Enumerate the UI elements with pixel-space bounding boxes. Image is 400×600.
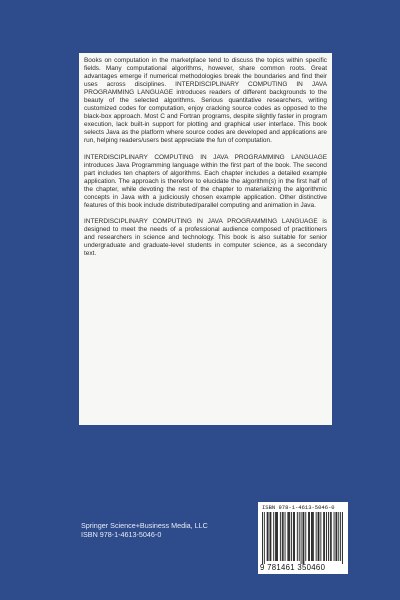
blurb-paragraph-2: INTERDISCIPLINARY COMPUTING IN JAVA PROGRAMMING LANGUAGE introduces Java Programming language within the first part of the book. The second part includes ten chapters of algorithms. Each chapter includes a detailed example application. The approach is therefore to elucidate the algorithm(s) in the first half of the chapter, while devoting the rest of the chapter to materializing the algorithmic concepts in Java with a judiciously chosen example application. Other distinctive features of this book include distributed/parallel computing and animation in Java. (84, 153, 327, 209)
barcode-bar (287, 512, 288, 561)
barcode-bar (283, 512, 284, 561)
barcode-bar (282, 512, 283, 561)
barcode-bar (316, 512, 317, 561)
barcode-bar (262, 512, 263, 564)
barcode-bar (318, 512, 319, 561)
barcode-bar (323, 512, 324, 561)
barcode-bar (305, 512, 306, 561)
barcode-bar (289, 512, 290, 561)
barcode-bar (277, 512, 278, 561)
barcode-bar (270, 512, 271, 561)
barcode-bar (288, 512, 289, 561)
publisher-info (81, 521, 208, 539)
barcode-bar (328, 512, 329, 561)
barcode-bar (320, 512, 321, 561)
barcode-bar (342, 512, 343, 564)
barcode-bar (312, 512, 313, 561)
barcode-bar (273, 512, 274, 561)
barcode-bar (264, 512, 265, 564)
barcode-bar (285, 512, 286, 561)
barcode-bar (294, 512, 295, 561)
barcode-bar (340, 512, 341, 561)
barcode-bar (291, 512, 292, 561)
barcode-bar (303, 512, 304, 564)
barcode-bar (299, 512, 300, 561)
barcode-bar (324, 512, 325, 561)
barcode-bar (268, 512, 269, 561)
barcode-isbn-label: ISBN 978-1-4613-5046-0 (262, 504, 335, 511)
blurb-paragraph-1: Books on computation in the marketplace tend to discuss the topics within specific fields. Many computational algorithms, however, share common roots. Great advantages emerge if numerical methodologies break the boundaries and find their uses across disciplines. INTERDISCIPLINARY COMPUTING IN JAVA PROGRAMMING LANGUAGE introduces readers of different backgrounds to the beauty of the selected algorithms. Serious quantitative researchers, writing customized codes for computation, enjoy cracking source codes as opposed to the black-box approach. Most C and Fortran programs, despite slightly faster in program execution, lack built-in support for plotting and graphical user interface. This book selects Java as the platform where source codes are developed and applications are run, helping readers/users best appreciate the fun of computation. (84, 57, 327, 145)
barcode-bar (293, 512, 294, 561)
publisher-isbn: ISBN 978-1-4613-5046-0 (81, 530, 162, 540)
barcode-bar (319, 512, 320, 561)
publisher-name: Springer Science+Business Media, LLC (81, 521, 208, 530)
barcode-bar (336, 512, 337, 561)
barcode-bar (270, 512, 271, 561)
barcode-bar (267, 512, 268, 561)
barcode-bar (301, 512, 302, 564)
barcode-bar (313, 512, 314, 561)
blurb-panel (79, 53, 332, 425)
barcode-bar (276, 512, 277, 561)
barcode-bar (338, 512, 339, 561)
barcode-icon (262, 512, 344, 564)
barcode-bar (275, 512, 276, 561)
barcode-bar (336, 512, 337, 561)
barcode-bar (308, 512, 309, 561)
barcode-bar (309, 512, 310, 561)
barcode-bar (326, 512, 327, 561)
barcode-bar (297, 512, 298, 561)
barcode-digits: 9 781461 350460 (260, 563, 326, 572)
barcode-bar (311, 512, 312, 561)
barcode-bar (303, 512, 304, 564)
barcode-box (258, 502, 348, 574)
barcode-bar (330, 512, 331, 561)
barcode-bar (331, 512, 332, 561)
barcode-bar (280, 512, 281, 561)
blurb-paragraph-3: INTERDISCIPLINARY COMPUTING IN JAVA PROGRAMMING LANGUAGE is designed to meet the needs of a professional audience composed of practitioners and researchers in science and technology. This book is also suitable for senior undergraduate and graduate-level students in computer science, as a secondary text. (84, 217, 327, 258)
barcode-bar (334, 512, 335, 561)
